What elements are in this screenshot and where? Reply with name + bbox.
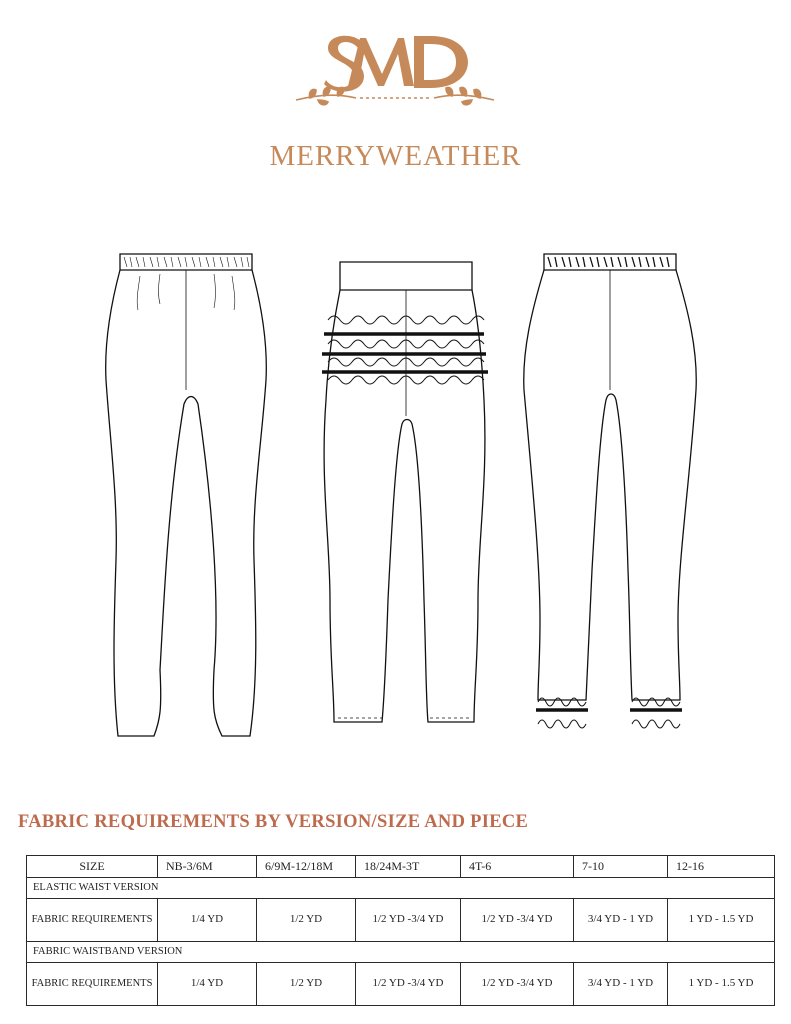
garment-sketches [0, 240, 791, 760]
value-cell: 3/4 YD - 1 YD [574, 899, 668, 942]
size-cell: 4T-6 [461, 856, 574, 878]
ruffle-hem-view-sketch [524, 254, 697, 728]
value-cell: 1 YD - 1.5 YD [668, 899, 775, 942]
value-cell: 1 YD - 1.5 YD [668, 963, 775, 1006]
value-cell: 1/2 YD [257, 963, 356, 1006]
size-header-row [27, 856, 775, 878]
fabric-requirements-heading: FABRIC REQUIREMENTS BY VERSION/SIZE AND PIECE [18, 812, 529, 832]
version-name-cell: FABRIC WAISTBAND VERSION [27, 942, 775, 963]
size-label-cell: SIZE [27, 856, 158, 878]
size-cell: 12-16 [668, 856, 775, 878]
version-name-cell: ELASTIC WAIST VERSION [27, 878, 775, 899]
value-cell: 1/2 YD -3/4 YD [356, 963, 461, 1006]
table-row [27, 963, 775, 1006]
value-cell: 1/2 YD -3/4 YD [356, 899, 461, 942]
logo-laurel [296, 87, 494, 104]
size-cell: 18/24M-3T [356, 856, 461, 878]
version-row [27, 878, 775, 899]
version-row [27, 942, 775, 963]
row-label-cell: FABRIC REQUIREMENTS [27, 899, 158, 942]
size-cell: 7-10 [574, 856, 668, 878]
logo-monogram [324, 36, 468, 92]
pattern-title: MERRYWEATHER [269, 140, 522, 172]
value-cell: 1/2 YD -3/4 YD [461, 899, 574, 942]
value-cell: 1/4 YD [158, 963, 257, 1006]
back-view-sketch [322, 262, 488, 722]
size-cell: NB-3/6M [158, 856, 257, 878]
fabric-requirements-table [26, 855, 775, 1006]
smd-logo [290, 28, 500, 110]
front-view-sketch [106, 254, 267, 736]
size-cell: 6/9M-12/18M [257, 856, 356, 878]
value-cell: 1/2 YD [257, 899, 356, 942]
value-cell: 3/4 YD - 1 YD [574, 963, 668, 1006]
value-cell: 1/2 YD -3/4 YD [461, 963, 574, 1006]
row-label-cell: FABRIC REQUIREMENTS [27, 963, 158, 1006]
value-cell: 1/4 YD [158, 899, 257, 942]
table-row [27, 899, 775, 942]
